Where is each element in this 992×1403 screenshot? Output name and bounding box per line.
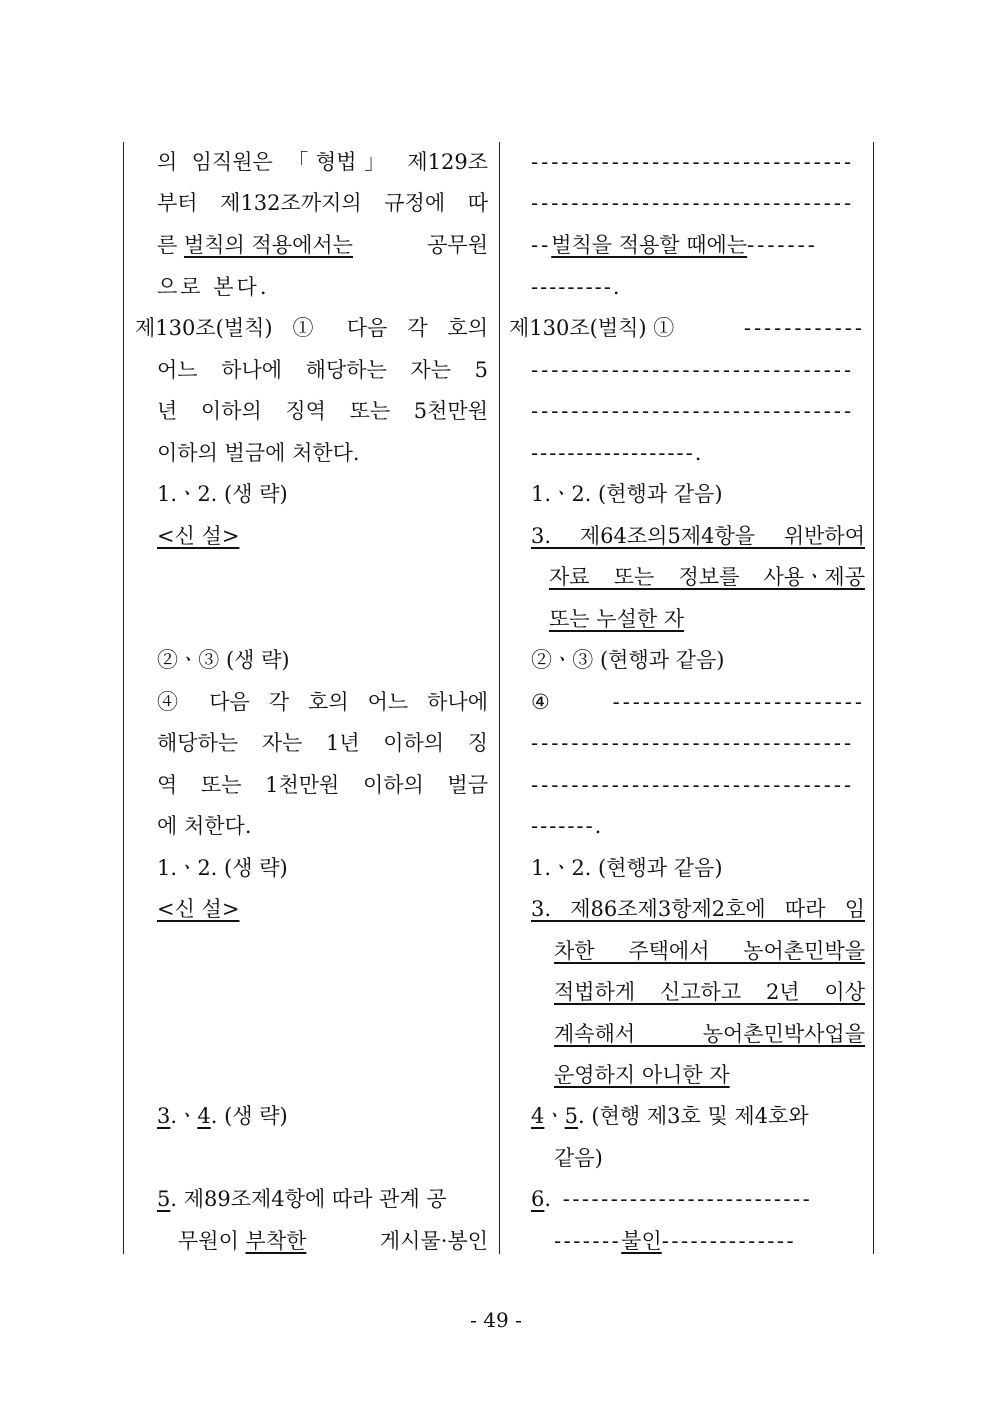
dash-line: --------------------------------: [531, 399, 855, 423]
amended-text-line: 운영하지 아니한 자: [554, 1063, 730, 1087]
text-fragment: . (현행 제3호 및 제4호와: [578, 1104, 809, 1128]
right-text-line: [531, 1096, 865, 1137]
underlined-text: 5: [564, 1104, 579, 1128]
amended-text-line: 적법하게 신고하고 2년 이상: [554, 980, 865, 1004]
left-text-line: 역 또는 1천만원 이하의 벌금: [157, 773, 488, 797]
new-provision-marker: <신 설>: [157, 897, 240, 921]
right-text-line: [531, 225, 865, 266]
underlined-text: 불인: [621, 1229, 662, 1253]
underlined-text: 부착한: [245, 1229, 307, 1253]
underlined-text: 4: [197, 1104, 211, 1128]
left-text-line: 어느 하나에 해당하는 자는 5: [157, 358, 488, 382]
underlined-text: 벌칙을 적용할 때에는: [551, 233, 748, 257]
left-text-line: 년 이하의 징역 또는 5천만원: [157, 399, 488, 423]
dash-line: --------------------------------: [531, 773, 855, 797]
underlined-text: 6: [531, 1187, 545, 1211]
text-fragment: .ㆍ: [170, 1104, 198, 1128]
left-text-line: 1.ㆍ2. (생 략): [157, 482, 288, 506]
left-text-line: [157, 1096, 288, 1137]
underlined-text: 5: [157, 1187, 171, 1211]
text-fragment: 게시물·봉인: [379, 1229, 488, 1253]
amended-text-line: 차한 주택에서 농어촌민박을: [554, 939, 865, 963]
left-text-line: ④ 다음 각 호의 어느 하나에: [157, 690, 488, 714]
text-fragment: . (생 략): [210, 1104, 288, 1128]
text-fragment: 른: [157, 233, 184, 257]
right-text-line: 1.ㆍ2. (현행과 같음): [531, 482, 723, 506]
amended-text-line: 또는 누설한 자: [549, 607, 685, 631]
dash-fragment: -------: [554, 1229, 622, 1253]
right-text-line: 1.ㆍ2. (현행과 같음): [531, 856, 723, 880]
text-fragment: 무원이: [178, 1229, 246, 1253]
dash-line: ---------.: [531, 275, 622, 299]
left-text-line: ②ㆍ③ (생 략): [157, 648, 290, 672]
right-text-line: [554, 1221, 865, 1262]
right-text-line: [531, 682, 865, 723]
dash-line: --------------------------------: [531, 358, 855, 382]
left-text-line: 부터 제132조까지의 규정에 따: [157, 191, 488, 215]
dash-fragment: -------: [747, 233, 818, 257]
left-text-line: 으로 본다.: [157, 275, 270, 299]
amended-text-line: 3. 제64조의5제4항을 위반하여: [531, 524, 865, 548]
dash-line: ------------------.: [531, 441, 704, 465]
left-text-line: 해당하는 자는 1년 이하의 징: [157, 731, 488, 755]
right-text-line: ②ㆍ③ (현행과 같음): [531, 648, 725, 672]
left-text-line: 이하의 벌금에 처한다.: [157, 441, 360, 465]
column-divider: [499, 142, 500, 1254]
text-fragment: ㆍ: [544, 1104, 565, 1128]
dash-line: --------------------------------: [531, 731, 855, 755]
amended-text-line: 자료 또는 정보를 사용ㆍ제공: [549, 565, 865, 589]
dash-fragment: --: [531, 233, 552, 257]
dash-fragment: -------------------------: [612, 690, 865, 714]
dash-line: -------.: [531, 814, 604, 838]
underlined-text: 벌칙의 적용에서는: [183, 233, 353, 257]
dash-line: --------------------------------: [531, 150, 855, 174]
left-text-line: 의 임직원은 「형법」 제129조: [157, 150, 488, 174]
right-border: [873, 142, 874, 1254]
amended-text-line: 3. 제86조제3항제2호에 따라 임: [531, 897, 865, 921]
text-fragment: 공무원: [427, 233, 488, 257]
text-fragment: ④: [531, 690, 550, 714]
text-fragment: 제130조(벌칙) ①: [509, 316, 675, 340]
dash-fragment: ------------: [743, 316, 865, 340]
amended-text-line: 계속해서 농어촌민박사업을: [554, 1022, 865, 1046]
left-text-line: [157, 1179, 488, 1220]
dash-fragment: --------------: [661, 1229, 797, 1253]
left-border: [123, 142, 124, 1254]
new-provision-marker: <신 설>: [157, 524, 240, 548]
article-heading: 제130조(벌칙) ① 다음 각 호의: [135, 316, 488, 340]
underlined-text: 3: [157, 1104, 171, 1128]
underlined-text: 4: [531, 1104, 545, 1128]
left-text-line: [157, 225, 488, 266]
page-number: - 49 -: [470, 1308, 522, 1332]
article-heading: [509, 308, 865, 349]
right-text-line: [531, 1179, 865, 1220]
left-text-line: 1.ㆍ2. (생 략): [157, 856, 288, 880]
dash-line: --------------------------------: [531, 191, 855, 215]
right-text-line: 같음): [554, 1146, 603, 1170]
left-text-line: [178, 1221, 488, 1262]
left-text-line: 에 처한다.: [157, 814, 252, 838]
dash-fragment: . --------------------------: [544, 1187, 813, 1211]
text-fragment: . 제89조제4항에 따라 관계 공: [170, 1187, 447, 1211]
